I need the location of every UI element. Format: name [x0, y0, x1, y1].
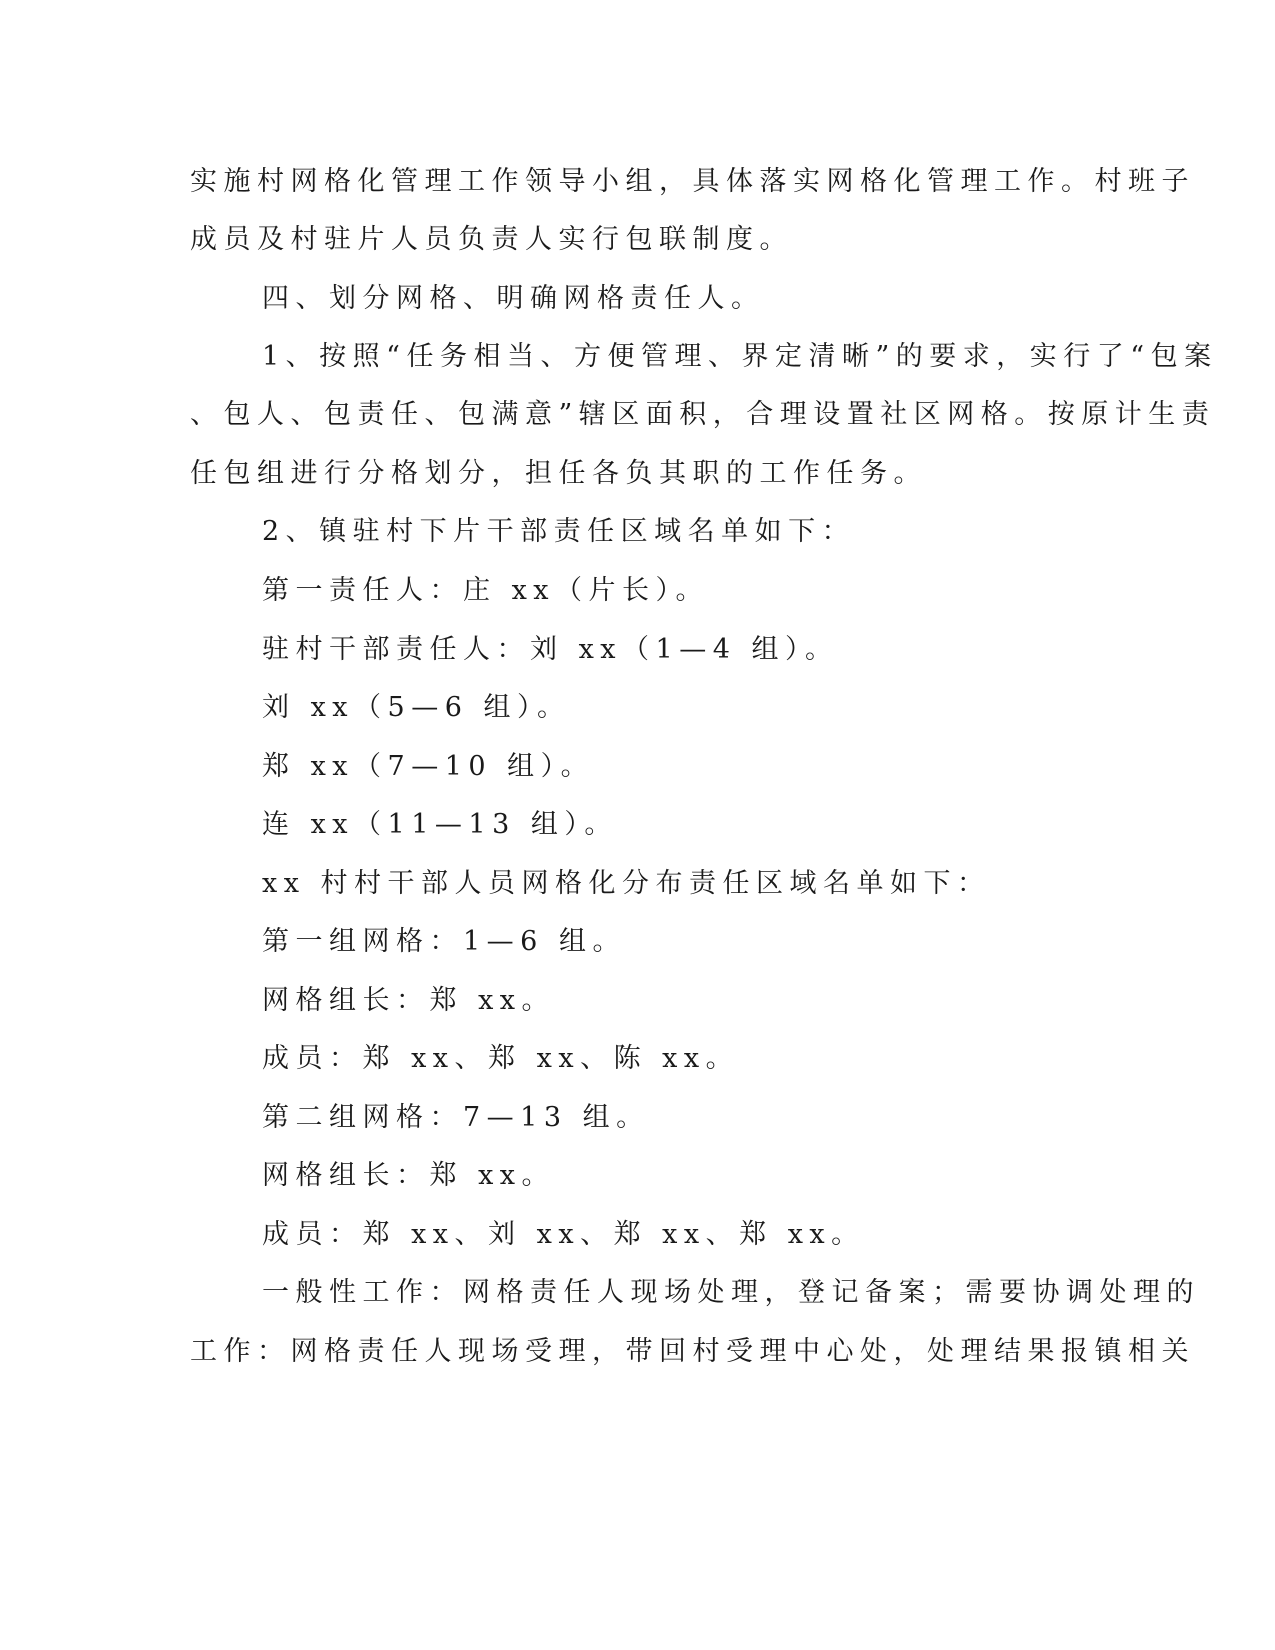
- text-line: 网格组长：郑 xx。: [262, 1160, 556, 1191]
- text-line: 实施村网格化管理工作领导小组，具体落实网格化管理工作。村班子: [190, 166, 1195, 197]
- text-line: 成员及村驻片人员负责人实行包联制度。: [190, 224, 793, 255]
- text-line: 郑 xx（7—10 组）。: [262, 751, 595, 782]
- text-line: 第一责任人：庄 xx（片长）。: [262, 575, 710, 606]
- text-line: 成员：郑 xx、刘 xx、郑 xx、郑 xx。: [262, 1219, 865, 1250]
- text-line: 网格组长：郑 xx。: [262, 985, 556, 1016]
- section-heading: 四、划分网格、明确网格责任人。: [262, 283, 765, 314]
- text-line: 1、按照“任务相当、方便管理、界定清晰”的要求，实行了“包案: [262, 341, 1218, 372]
- text-line: 工作：网格责任人现场受理，带回村受理中心处，处理结果报镇相关: [190, 1336, 1195, 1367]
- text-line: 连 xx（11—13 组）。: [262, 809, 618, 840]
- text-line: 2、镇驻村下片干部责任区域名单如下：: [262, 516, 856, 547]
- text-line: 一般性工作：网格责任人现场处理，登记备案；需要协调处理的: [262, 1277, 1200, 1308]
- text-line: 成员：郑 xx、郑 xx、陈 xx。: [262, 1043, 740, 1074]
- text-line: 、包人、包责任、包满意”辖区面积，合理设置社区网格。按原计生责: [190, 399, 1216, 430]
- text-line: 任包组进行分格划分，担任各负其职的工作任务。: [190, 458, 927, 489]
- text-line: 第一组网格：1—6 组。: [262, 926, 626, 957]
- text-line: 刘 xx（5—6 组）。: [262, 692, 571, 723]
- text-line: xx 村村干部人员网格化分布责任区域名单如下：: [262, 868, 991, 899]
- text-line: 驻村干部责任人：刘 xx（1—4 组）。: [262, 634, 839, 665]
- text-line: 第二组网格：7—13 组。: [262, 1102, 650, 1133]
